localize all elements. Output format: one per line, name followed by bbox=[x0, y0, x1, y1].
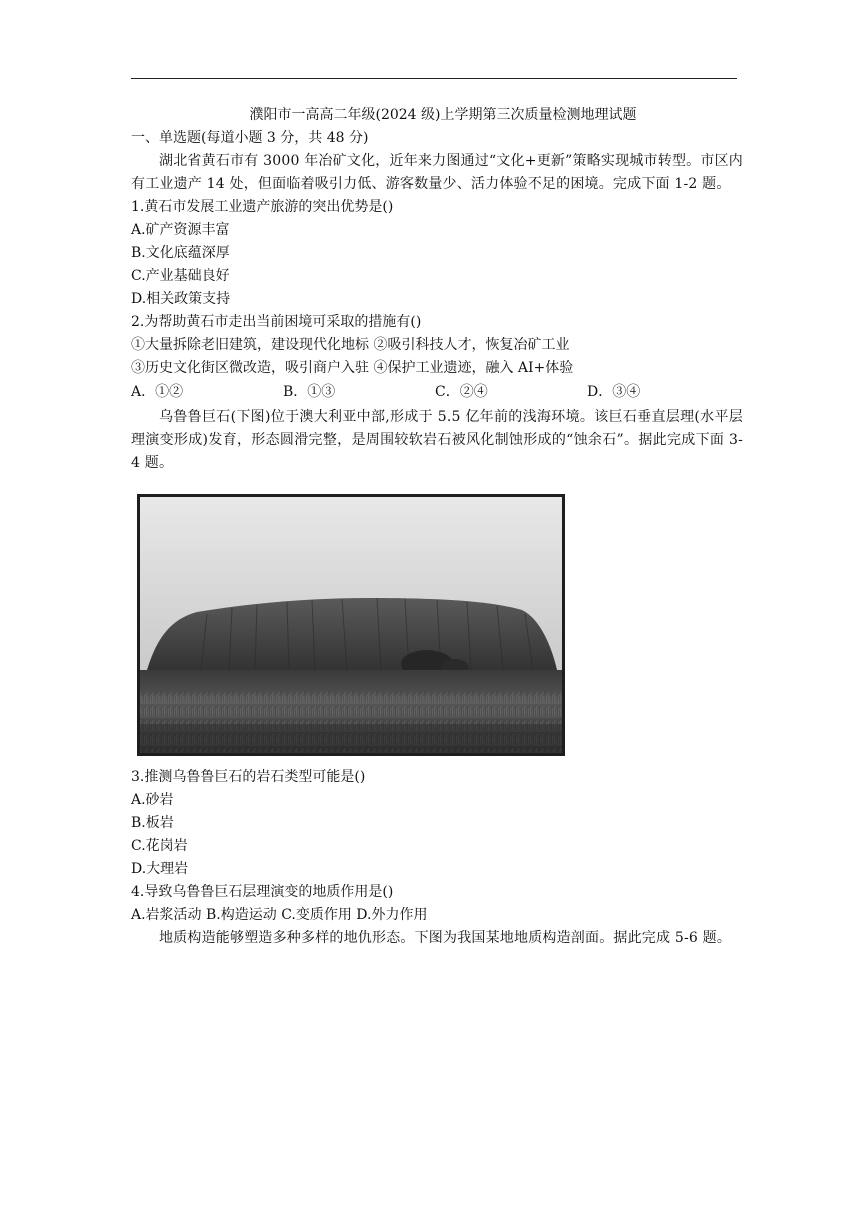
question-4-options: A.岩浆活动 B.构造运动 C.变质作用 D.外力作用 bbox=[131, 907, 428, 923]
question-3-option-a: A.砂岩 bbox=[131, 792, 174, 808]
question-2-option-c: C．②④ bbox=[435, 384, 488, 400]
question-3-stem: 3.推测乌鲁鲁巨石的岩石类型可能是() bbox=[131, 769, 366, 785]
question-1-option-c: C.产业基础良好 bbox=[131, 268, 230, 284]
question-1-option-b: B.文化底蕴深厚 bbox=[131, 245, 230, 261]
question-1-option-a: A.矿产资源丰富 bbox=[131, 222, 230, 238]
header-rule bbox=[131, 78, 737, 79]
passage-3: 地质构造能够塑造多种多样的地仇形态。下图为我国某地地质构造剖面。据此完成 5-6 题。 bbox=[159, 930, 732, 946]
question-1-option-d: D.相关政策支持 bbox=[131, 291, 231, 307]
section-heading: 一、单选题(每道小题 3 分，共 48 分) bbox=[131, 130, 369, 146]
exam-title: 濮阳市一高高二年级(2024 级)上学期第三次质量检测地理试题 bbox=[249, 107, 637, 123]
question-4-stem: 4.导致乌鲁鲁巨石层理演变的地质作用是() bbox=[131, 884, 394, 900]
question-3-option-c: C.花岗岩 bbox=[131, 838, 188, 854]
uluru-photo-image bbox=[137, 494, 565, 756]
question-2-items-line-1: ①大量拆除老旧建筑，建设现代化地标 ②吸引科技人才，恢复冶矿工业 bbox=[131, 337, 570, 353]
exam-content bbox=[131, 104, 743, 950]
question-2-option-a: A．①② bbox=[131, 384, 184, 400]
question-1-stem: 1.黄石市发展工业遗产旅游的突出优势是() bbox=[131, 199, 394, 215]
question-2-options bbox=[131, 381, 743, 404]
question-3-option-b: B.板岩 bbox=[131, 815, 174, 831]
passage-2: 乌鲁鲁巨石(下图)位于澳大利亚中部,形成于 5.5 亿年前的浅海环境。该巨石垂直层理(水平层理演变形成)发育，形态圆滑完整，是周围较软岩石被风化制蚀形成的“蚀余石”。据此完成下面 3-4 题。 bbox=[131, 409, 743, 471]
question-2-stem: 2.为帮助黄石市走出当前困境可采取的措施有() bbox=[131, 314, 422, 330]
question-2-items-line-2: ③历史文化街区微改造，吸引商户入驻 ④保护工业遗迹，融入 AI+体验 bbox=[131, 360, 574, 376]
question-2-option-d: D．③④ bbox=[587, 384, 641, 400]
uluru-photo bbox=[137, 494, 565, 756]
passage-1: 湖北省黄石市有 3000 年冶矿文化，近年来力图通过“文化+更新”策略实现城市转型。市区内有工业遗产 14 处，但面临着吸引力低、游客数量少、活力体验不足的困境。完成下面 1-2 题。 bbox=[131, 153, 743, 192]
question-2-option-b: B．①③ bbox=[283, 384, 336, 400]
question-3-option-d: D.大理岩 bbox=[131, 861, 189, 877]
